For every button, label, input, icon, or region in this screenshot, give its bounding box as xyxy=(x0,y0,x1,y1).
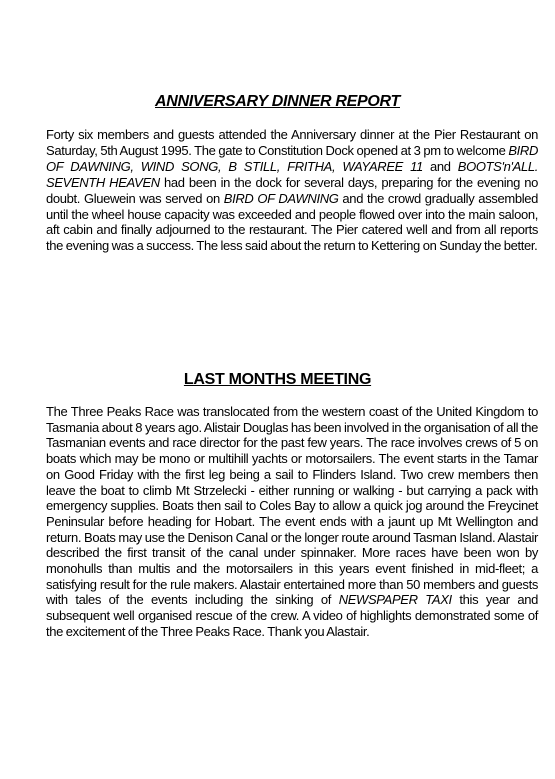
text-run: and xyxy=(422,158,458,174)
text-run: had been in the dock for several days, preparing for the evening no doubt. Gluewein was served on xyxy=(46,174,539,206)
boat-name-run: BIRD OF DAWNING, WIND SONG, B STILL, FRITHA, WAYAREE 11 xyxy=(46,142,538,174)
last-months-meeting-paragraph xyxy=(46,404,538,640)
anniversary-dinner-paragraph xyxy=(46,127,538,254)
boat-name-run: NEWSPAPER TAXI xyxy=(338,592,452,608)
boat-name-run: BOOTS'n'ALL. SEVENTH HEAVEN xyxy=(46,158,538,190)
text-run: and the crowd gradually assembled until the wheel house capacity was exceeded and people flowed over into the main saloon, aft cabin and finally adjourned to the restaurant. The Pier catered well and from all reports the evening was a success. The less said about the return to Kettering on Sunday the better. xyxy=(46,190,538,254)
text-run: The Three Peaks Race was translocated from the western coast of the United Kingdom to Tasmania about 8 years ago. Alistair Douglas has been involved in the organisation of all the Tasmanian events and race director for the past few years. The race involves crews of 5 on boats which may be mono or multihill yachts or motorsailers. The event starts in the Tamar on Good Friday with the first leg being a sail to Flinders Island. Two crew members then leave the boat to climb Mt Strzelecki - either running or walking - but carrying a pack with emergency supplies. Boats then sail to Coles Bay to allow a quick jog around the Freycinet Peninsular before heading for Hobart. The event ends with a jaunt up Mt Wellington and return. Boats may use the Denison Canal or the longer route around Tasman Island. Alastair described the first transit of the canal under spinnaker. More races have been won by monohulls than multis and the motorsailers in this years event finished in mid-fleet; a satisfying result for the rule makers. Alastair entertained more than 50 members and guests with tales of the events including the sinking of xyxy=(46,404,538,608)
text-run: Forty six members and guests attended the Anniversary dinner at the Pier Restaurant on Saturday, 5th August 1995. The gate to Constitution Dock opened at 3 pm to welcome xyxy=(46,127,538,158)
boat-name-run: BIRD OF DAWNING xyxy=(223,190,339,206)
text-run: this year and subsequent well organised rescue of the crew. A video of highlights demonstrated some of the excitement of the Three Peaks Race. Thank you Alastair. xyxy=(46,592,539,639)
anniversary-dinner-heading: ANNIVERSARY DINNER REPORT xyxy=(155,93,400,110)
last-months-meeting-heading: LAST MONTHS MEETING xyxy=(183,371,372,388)
